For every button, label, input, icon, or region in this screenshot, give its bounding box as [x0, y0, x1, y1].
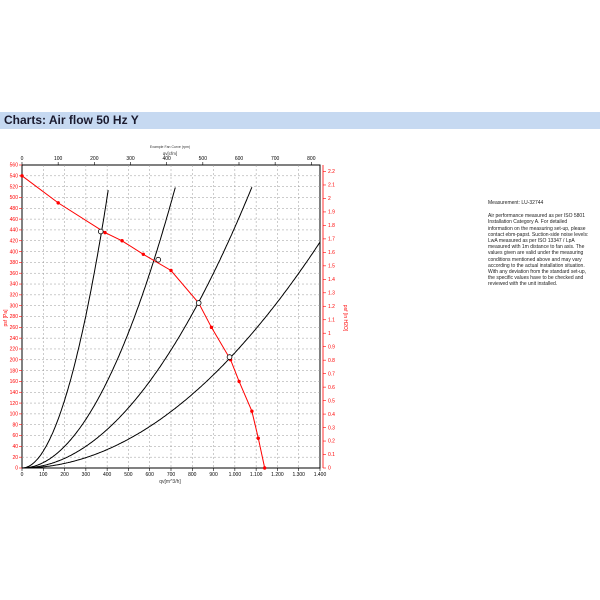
x-bottom-tick-label: 900 — [209, 472, 218, 478]
system-curve-2 — [22, 188, 175, 469]
fan-curve-point — [169, 269, 172, 272]
air-flow-chart — [0, 140, 480, 500]
y-left-tick-label: 380 — [9, 260, 18, 267]
y-left-tick-label: 220 — [9, 346, 18, 353]
y-left-tick-label: 160 — [9, 379, 18, 386]
system-curve-3 — [22, 187, 252, 468]
y-left-tick-label: 280 — [9, 314, 18, 321]
operating-point-marker — [196, 301, 201, 306]
grid — [22, 165, 320, 468]
x-bottom-tick-label: 1.300 — [292, 472, 305, 478]
y-left-tick-label: 400 — [9, 249, 18, 256]
fan-curve — [22, 176, 265, 468]
y-left-tick-label: 480 — [9, 205, 18, 212]
x-bottom-tick-label: 800 — [188, 472, 197, 478]
fan-curve-point — [120, 239, 123, 242]
y-right-tick-label: 0.9 — [328, 344, 335, 351]
fan-curve-point — [263, 466, 266, 469]
x-top-tick-label: 700 — [270, 156, 280, 162]
chart-title: Example Fan Curve (rpm) — [149, 145, 191, 149]
y-left-tick-label: 260 — [9, 325, 18, 332]
x-bottom-tick-label: 1.000 — [228, 472, 242, 478]
y-right-tick-label: 2 — [328, 196, 331, 203]
y-right-tick-label: 1.4 — [328, 277, 335, 284]
x-bottom-tick-label: 700 — [166, 472, 176, 478]
y-left-tick-label: 200 — [9, 357, 18, 364]
y-right-tick-label: 1.9 — [328, 209, 335, 216]
x-top-tick-label: 100 — [53, 156, 63, 162]
x-bottom-tick-label: 300 — [81, 472, 91, 478]
y-right-tick-label: 1.7 — [328, 236, 335, 243]
operating-point-marker — [98, 229, 103, 234]
measurement-description: Air performance measured as per ISO 5801 Installation Category A. For detailed information on the measuring set-up, please contact ebm-papst. Suction-side noise levels: LwA measured as per ISO 13347 / LpA measured with 1m distance to fan axis. The values given are valid under the measuring conditions mentioned above and may vary according to the actual installation situation. With any deviation from the standard set-up, the specific values have to be checked and reviewed with the unit installed. — [488, 213, 589, 288]
y-right-tick-label: 1.2 — [328, 303, 335, 310]
y-right-tick-label: 0.3 — [328, 425, 335, 432]
y-left-tick-label: 540 — [9, 173, 18, 180]
y-left-tick-label: 140 — [9, 389, 18, 396]
top-axis-label: qv[cfm] — [162, 151, 178, 156]
y-left-tick-label: 360 — [9, 270, 18, 277]
y-left-tick-label: 300 — [9, 303, 18, 310]
y-left-tick-label: 560 — [9, 162, 18, 169]
x-top-tick-label: 0 — [20, 156, 24, 162]
y-right-tick-label: 0 — [328, 465, 331, 472]
y-left-tick-label: 100 — [9, 411, 18, 418]
y-left-tick-label: 320 — [9, 292, 18, 299]
x-bottom-tick-label: 200 — [60, 472, 69, 478]
x-top-tick-label: 500 — [198, 156, 207, 162]
y-left-tick-label: 420 — [9, 238, 18, 245]
y-right-tick-label: 1.8 — [328, 223, 335, 230]
fan-curve-point — [142, 253, 145, 256]
fan-curve-point — [257, 437, 260, 440]
x-bottom-tick-label: 0 — [20, 472, 24, 478]
x-top-tick-label: 400 — [162, 156, 171, 162]
x-bottom-tick-label: 100 — [39, 472, 48, 478]
y-left-tick-label: 120 — [9, 400, 18, 407]
y-left-tick-label: 80 — [12, 422, 18, 429]
y-right-tick-label: 2.2 — [328, 169, 335, 176]
y-right-tick-label: 1.3 — [328, 290, 335, 297]
y-left-tick-label: 440 — [9, 227, 18, 234]
y-left-tick-label: 460 — [9, 216, 18, 223]
curves — [20, 174, 320, 470]
y-right-tick-label: 2.1 — [328, 182, 335, 189]
y-right-tick-label: 0.8 — [328, 357, 335, 364]
x-top-tick-label: 800 — [307, 156, 316, 162]
operating-point-marker — [156, 257, 161, 262]
y-right-tick-label: 1.5 — [328, 263, 335, 270]
y-left-tick-label: 60 — [12, 433, 18, 440]
x-bottom-tick-label: 1.100 — [249, 472, 263, 478]
y-right-tick-label: 1.1 — [328, 317, 335, 324]
left-axis-label: psf [Pa] — [3, 309, 9, 327]
operating-point-marker — [227, 355, 232, 360]
y-left-tick-label: 240 — [9, 335, 18, 342]
y-left-tick-label: 340 — [9, 281, 18, 288]
right-axis-label: psf [in H2O] — [342, 304, 348, 332]
y-left-tick-label: 500 — [9, 195, 18, 202]
x-top-tick-label: 200 — [90, 156, 99, 162]
x-bottom-tick-label: 500 — [124, 472, 133, 478]
fan-curve-point — [210, 326, 213, 329]
x-top-tick-label: 600 — [234, 156, 244, 162]
y-right-tick-label: 0.4 — [328, 411, 335, 418]
measurement-notes — [488, 200, 592, 288]
fan-curve-point — [250, 409, 253, 412]
measurement-id: Measurement: LU-32744 — [488, 200, 544, 206]
system-curve-1 — [22, 190, 108, 468]
x-bottom-tick-label: 600 — [145, 472, 154, 478]
fan-curve-point — [56, 201, 59, 204]
title-bar — [0, 112, 600, 129]
y-right-tick-label: 0.1 — [328, 452, 335, 459]
y-left-tick-label: 180 — [9, 368, 18, 375]
page-title: Charts: Air flow 50 Hz Y — [4, 113, 139, 127]
bottom-axis-label: qv[m^3/h] — [159, 479, 181, 485]
y-left-tick-label: 20 — [12, 454, 18, 461]
y-left-tick-label: 520 — [9, 184, 18, 191]
y-right-tick-label: 0.5 — [328, 398, 335, 405]
x-bottom-tick-label: 400 — [102, 472, 112, 478]
y-right-tick-label: 0.7 — [328, 371, 335, 378]
x-bottom-tick-label: 1.400 — [313, 472, 327, 478]
y-right-tick-label: 0.6 — [328, 384, 335, 391]
y-right-tick-label: 0.2 — [328, 438, 335, 445]
y-right-tick-label: 1.6 — [328, 250, 335, 257]
x-top-tick-label: 300 — [126, 156, 135, 162]
y-right-tick-label: 1 — [328, 330, 331, 337]
x-bottom-tick-label: 1.200 — [271, 472, 284, 478]
y-left-tick-label: 40 — [12, 444, 18, 451]
fan-curve-point — [103, 231, 106, 234]
y-left-tick-label: 0 — [15, 465, 18, 472]
fan-curve-point — [237, 380, 240, 383]
